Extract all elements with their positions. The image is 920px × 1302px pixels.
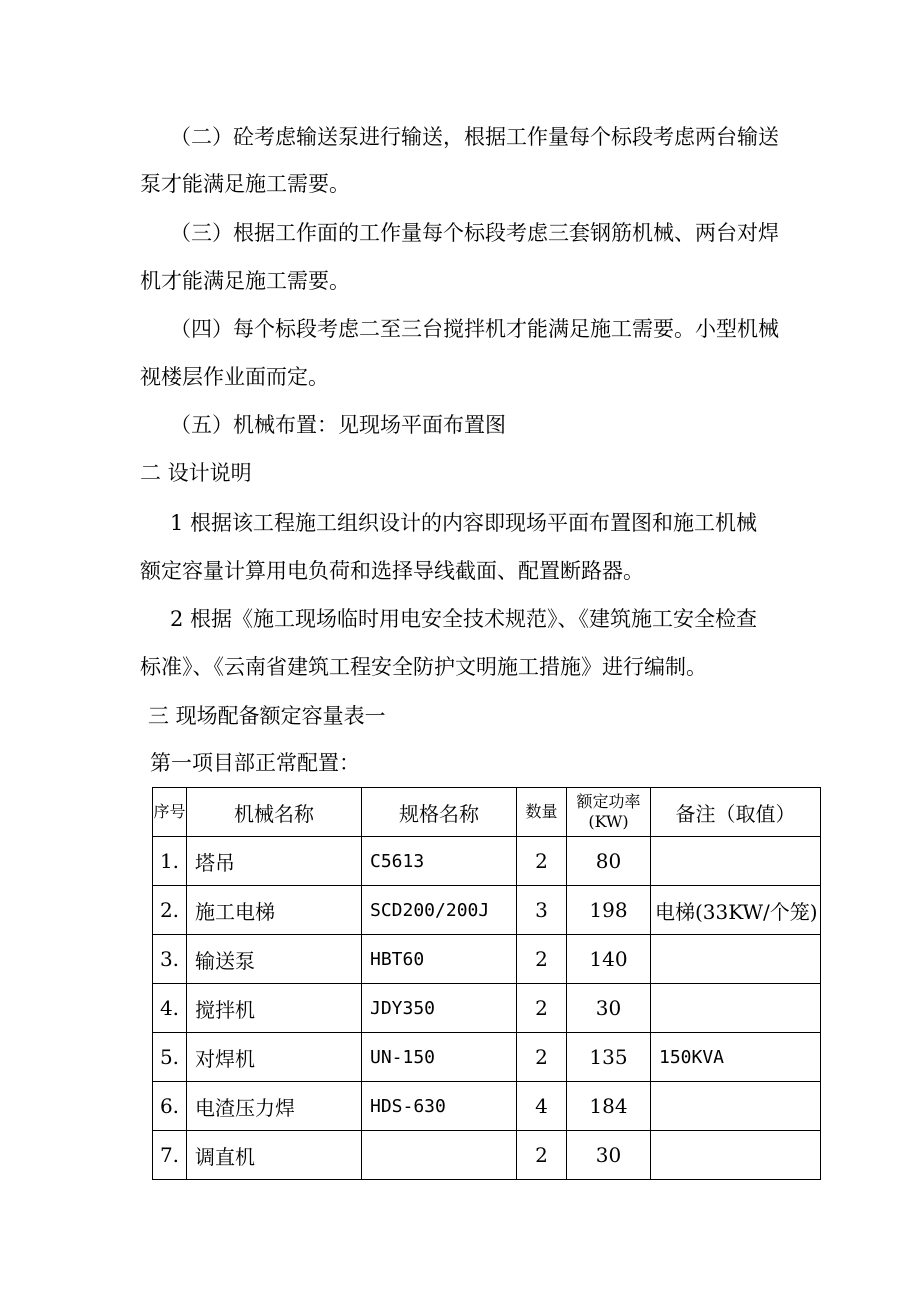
cell-note	[651, 1082, 821, 1131]
cell-no: 6.	[153, 1082, 187, 1131]
cell-note: 电梯(33KW/个笼)	[651, 886, 821, 935]
cell-rated-power: 30	[567, 984, 651, 1033]
paragraph-2-line-1: （二）砼考虑输送泵进行输送，根据工作量每个标段考虑两台输送	[170, 125, 779, 149]
cell-no: 1.	[153, 837, 187, 886]
subheading-first-project: 第一项目部正常配置：	[150, 751, 360, 775]
table-row	[153, 1033, 821, 1082]
table-row	[153, 886, 821, 935]
header-machine-name: 机械名称	[187, 788, 362, 837]
cell-spec: HDS-630	[362, 1082, 517, 1131]
cell-rated-power: 198	[567, 886, 651, 935]
paragraph-4-line-1: （四）每个标段考虑二至三台搅拌机才能满足施工需要。小型机械	[170, 317, 779, 341]
cell-qty: 2	[517, 1131, 567, 1180]
cell-no: 7.	[153, 1131, 187, 1180]
cell-note	[651, 935, 821, 984]
cell-machine-name: 塔吊	[187, 837, 362, 886]
cell-qty: 2	[517, 935, 567, 984]
header-qty: 数量	[517, 788, 567, 837]
table-row	[153, 935, 821, 984]
paragraph-2-line-2: 泵才能满足施工需要。	[140, 172, 350, 196]
cell-machine-name: 对焊机	[187, 1033, 362, 1082]
cell-qty: 2	[517, 1033, 567, 1082]
cell-machine-name: 电渣压力焊	[187, 1082, 362, 1131]
paragraph-5: （五）机械布置：见现场平面布置图	[170, 413, 506, 437]
paragraph-3-line-2: 机才能满足施工需要。	[140, 269, 350, 293]
table-row	[153, 837, 821, 886]
cell-machine-name: 施工电梯	[187, 886, 362, 935]
header-no: 序号	[153, 788, 187, 837]
header-rated-power: 额定功率(KW)	[567, 788, 651, 837]
cell-rated-power: 30	[567, 1131, 651, 1180]
design-item-1-line-2: 额定容量计算用电负荷和选择导线截面、配置断路器。	[140, 559, 644, 583]
cell-rated-power: 135	[567, 1033, 651, 1082]
cell-machine-name: 调直机	[187, 1131, 362, 1180]
table-row	[153, 984, 821, 1033]
cell-no: 3.	[153, 935, 187, 984]
cell-rated-power: 140	[567, 935, 651, 984]
design-item-2-line-2: 标准》、《云南省建筑工程安全防护文明施工措施》进行编制。	[140, 655, 707, 679]
table-row	[153, 1131, 821, 1180]
cell-spec: HBT60	[362, 935, 517, 984]
cell-machine-name: 搅拌机	[187, 984, 362, 1033]
cell-qty: 4	[517, 1082, 567, 1131]
header-spec: 规格名称	[362, 788, 517, 837]
cell-note	[651, 837, 821, 886]
section-heading-design: 二 设计说明	[140, 461, 252, 485]
cell-no: 4.	[153, 984, 187, 1033]
section-heading-capacity-table: 三 现场配备额定容量表一	[148, 704, 386, 728]
cell-rated-power: 184	[567, 1082, 651, 1131]
header-note: 备注（取值）	[651, 788, 821, 837]
cell-rated-power: 80	[567, 837, 651, 886]
design-item-1-line-1: 1 根据该工程施工组织设计的内容即现场平面布置图和施工机械	[170, 511, 758, 535]
paragraph-3-line-1: （三）根据工作面的工作量每个标段考虑三套钢筋机械、两台对焊	[170, 221, 779, 245]
cell-spec: SCD200/200J	[362, 886, 517, 935]
paragraph-4-line-2: 视楼层作业面而定。	[140, 365, 329, 389]
cell-spec: JDY350	[362, 984, 517, 1033]
table-header-row	[153, 788, 821, 837]
cell-note: 150KVA	[651, 1033, 821, 1082]
cell-spec: C5613	[362, 837, 517, 886]
cell-machine-name: 输送泵	[187, 935, 362, 984]
cell-no: 2.	[153, 886, 187, 935]
table-row	[153, 1082, 821, 1131]
cell-qty: 2	[517, 837, 567, 886]
cell-spec: UN-150	[362, 1033, 517, 1082]
cell-spec	[362, 1131, 517, 1180]
cell-note	[651, 1131, 821, 1180]
cell-qty: 3	[517, 886, 567, 935]
cell-note	[651, 984, 821, 1033]
cell-no: 5.	[153, 1033, 187, 1082]
cell-qty: 2	[517, 984, 567, 1033]
capacity-table	[152, 787, 821, 1180]
design-item-2-line-1: 2 根据《施工现场临时用电安全技术规范》、《建筑施工安全检查	[170, 607, 758, 631]
